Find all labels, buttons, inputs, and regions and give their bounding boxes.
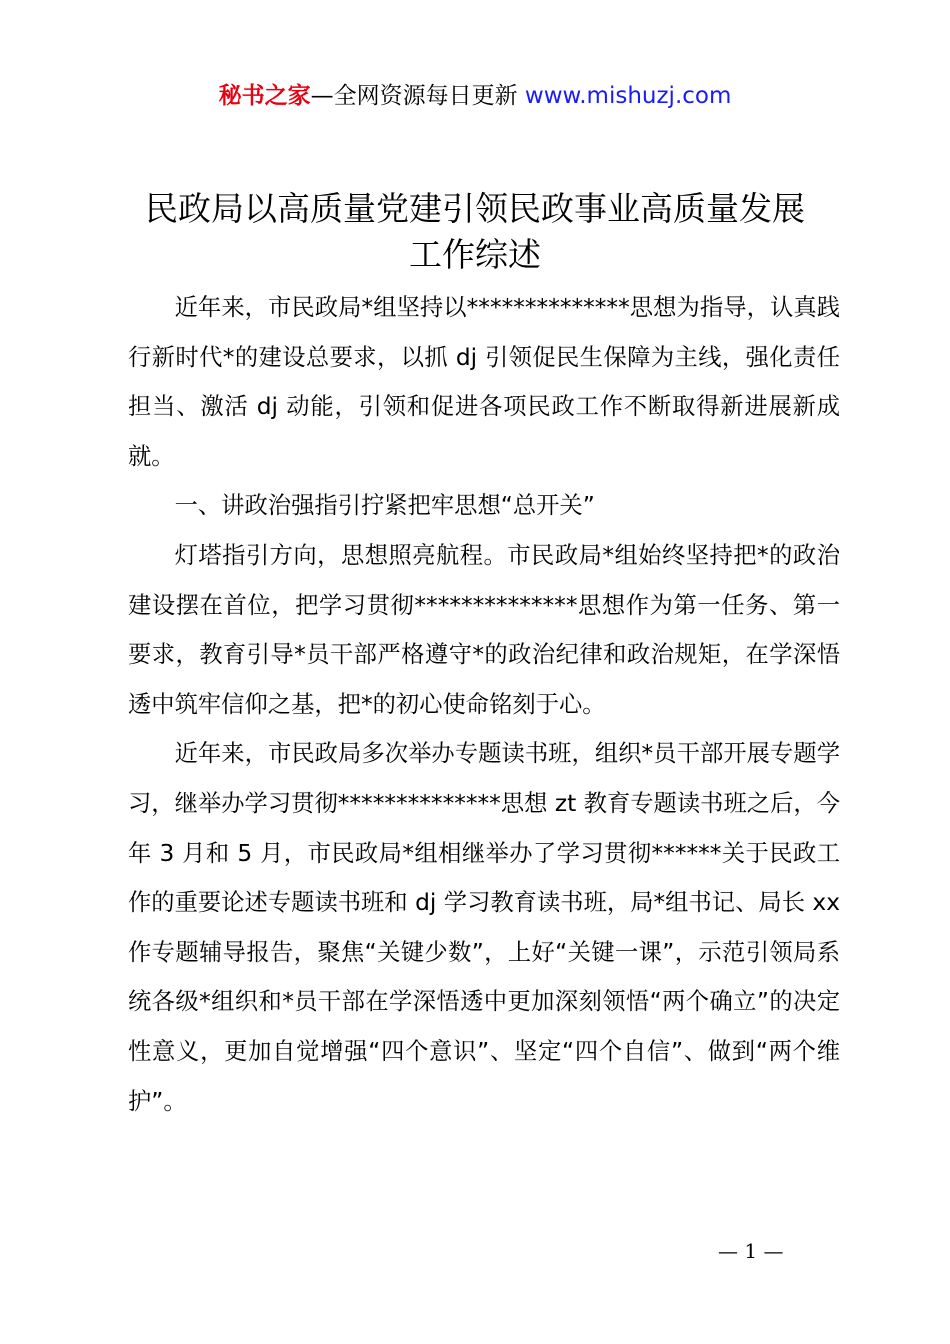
- title-line-2: 工作综述: [409, 235, 541, 274]
- document-body: [128, 283, 840, 1126]
- section-heading: 一、讲政治强指引拧紧把牢思想“总开关”: [174, 492, 595, 520]
- brand-name: 秘书之家: [218, 83, 311, 109]
- document-title: [60, 186, 890, 278]
- body-paragraph: 近年来，市民政局多次举办专题读书班，组织*员干部开展专题学习，继举办学习贯彻**************思想 zt 教育专题读书班之后，今年 3 月和 5 月，市民政局*组相继举办了学习贯彻******关于民政工作的重要论述专题读书班和 dj 学习教育读书班，局*组书记、局长 xx 作专题辅导报告，聚焦“关键少数”，上好“关键一课”，示范引领局系统各级*组织和*员干部在学深悟透中更加深刻领悟“两个确立”的决定性意义，更加自觉增强“四个意识”、坚定“四个自信”、做到“两个维护”。: [128, 740, 840, 1115]
- banner-tagline: —全网资源每日更新: [310, 83, 518, 109]
- site-url-link[interactable]: www.mishuzj.com: [524, 83, 732, 109]
- site-banner: [0, 80, 950, 112]
- title-line-1: 民政局以高质量党建引领民政事业高质量发展: [145, 189, 805, 228]
- body-paragraph: 灯塔指引方向，思想照亮航程。市民政局*组始终坚持把*的政治建设摆在首位，把学习贯彻**************思想作为第一任务、第一要求，教育引导*员干部严格遵守*的政治纪律和政治规矩，在学深悟透中筑牢信仰之基，把*的初心使命铭刻于心。: [128, 541, 840, 718]
- intro-paragraph: 近年来，市民政局*组坚持以**************思想为指导，认真践行新时代*的建设总要求，以抓 dj 引领促民生保障为主线，强化责任担当、激活 dj 动能，引领和促进各项民政工作不断取得新进展新成就。: [128, 294, 840, 470]
- page-number: — 1 —: [718, 1239, 784, 1263]
